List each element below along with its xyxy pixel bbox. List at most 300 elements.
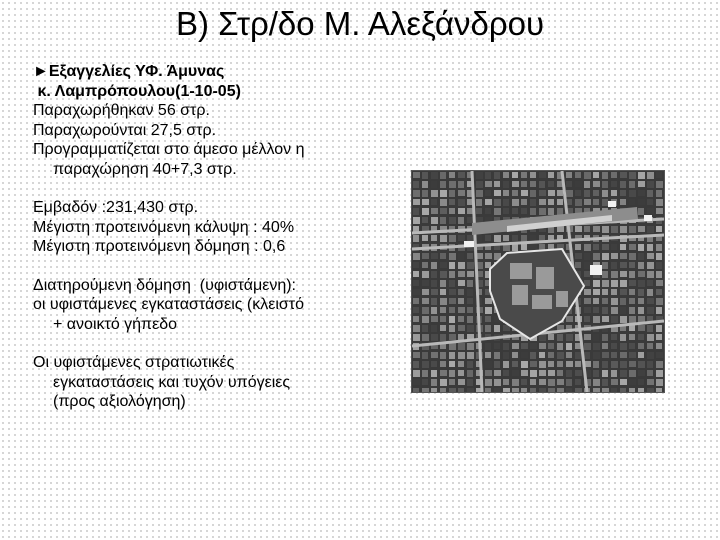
city-block [512,172,518,178]
city-block [449,289,456,295]
city-block [647,271,654,278]
city-block [638,226,645,232]
city-block [656,289,662,295]
city-block [530,199,536,206]
city-block [458,253,464,260]
city-block [449,172,455,178]
city-block [629,352,636,358]
city-block [413,190,420,197]
city-block [485,208,491,214]
city-block [422,316,429,323]
city-block [440,235,447,242]
city-block [575,181,582,187]
city-block [647,388,654,392]
city-block [467,379,473,386]
city-block [638,262,644,269]
city-block [512,343,519,349]
city-block [512,370,519,376]
city-block [656,379,663,386]
city-block [494,199,501,206]
city-block [647,262,654,269]
city-block [602,172,608,179]
announcement-line-2: κ. Λαμπρόπουλου(1-10-05) [33,82,241,100]
city-block [620,352,627,358]
city-block [548,343,554,349]
city-block [584,244,591,251]
city-block [602,298,608,304]
city-block [656,352,663,358]
city-block [647,199,653,205]
city-block [629,271,635,278]
city-block [638,370,645,376]
city-block [530,379,536,385]
city-block [503,379,509,385]
city-block [593,334,599,341]
city-block [485,388,491,392]
city-block [512,190,518,196]
city-block [503,208,509,214]
city-block [440,388,446,392]
city-block [494,172,500,179]
city-block [629,244,636,250]
city-block [530,208,536,215]
city-block [449,190,455,197]
city-block [476,172,483,179]
city-block [629,289,635,295]
city-block [440,262,447,268]
city-block [467,325,474,332]
spacer [33,179,403,198]
city-block [584,172,591,179]
city-block [602,181,608,188]
city-block [431,379,437,386]
granted-text: Παραχωρήθηκαν 56 στρ. [33,102,210,119]
city-block [629,334,635,340]
city-block [539,181,545,188]
city-block [548,388,555,392]
city-block [485,361,492,368]
city-block [557,199,563,205]
city-block [548,370,555,376]
city-block [413,280,419,286]
city-block [593,181,600,187]
city-block [602,199,608,206]
city-block [647,289,653,296]
city-block [611,352,617,358]
city-block [413,307,419,313]
city-block [575,199,582,206]
city-block [647,181,654,188]
city-block [620,370,627,377]
city-block [431,271,437,278]
city-block [440,370,447,376]
city-block [584,190,590,197]
spot [608,201,616,207]
city-block [467,235,474,242]
city-block [422,352,428,359]
city-block [611,379,618,385]
city-block [593,307,599,313]
city-block [503,235,509,241]
city-block [440,190,447,197]
city-block [476,199,482,206]
city-block [593,226,600,232]
city-block [431,370,437,377]
city-block [611,388,617,392]
city-block [494,190,501,196]
city-block [413,352,420,358]
city-block [431,217,438,224]
city-block [494,352,500,359]
city-block [656,361,663,368]
city-block [431,253,438,259]
city-block [512,379,519,386]
city-block [656,244,662,251]
city-block [656,280,663,286]
city-block [575,262,581,268]
city-block [602,190,608,197]
city-block [593,172,599,178]
city-block [413,388,419,392]
city-block [422,181,428,188]
city-block [638,352,644,358]
city-block [557,388,564,392]
city-block [584,253,590,260]
city-block [593,244,599,250]
city-block [440,199,447,206]
city-block [539,172,546,178]
city-block [422,298,429,304]
city-block [647,370,653,376]
city-block [494,388,500,392]
city-block [413,334,420,341]
city-block [557,352,564,359]
building [510,263,532,279]
city-block [557,208,563,215]
city-block [548,334,554,340]
building [556,291,568,307]
city-block [620,199,626,205]
city-block [566,379,572,386]
city-block [557,190,563,196]
city-block [503,181,509,188]
city-block [557,370,563,376]
city-block [539,388,546,392]
city-block [566,370,572,377]
city-block [467,370,473,377]
city-block [467,388,474,392]
city-block [557,334,563,341]
city-block [584,298,591,304]
city-block [539,190,546,196]
city-block [458,388,464,392]
city-block [611,316,618,323]
city-block [530,370,537,377]
city-block [602,226,609,233]
city-block [494,208,501,215]
city-block [647,307,654,314]
city-block [413,172,420,178]
city-block [638,280,645,287]
city-block [602,253,609,260]
city-block [458,172,465,178]
city-block [440,271,447,278]
city-block [584,316,590,322]
coverage-text: Μέγιστη προτεινόμενη κάλυψη : 40% [33,218,295,236]
city-block [422,334,429,341]
city-block [458,325,465,331]
city-block [602,334,608,341]
city-block [467,253,473,259]
city-block [413,325,420,332]
city-block [413,181,419,188]
city-block [458,280,465,286]
city-block [431,316,438,322]
city-block [485,235,491,241]
city-block [611,307,618,314]
city-block [575,190,581,196]
city-block [584,226,590,232]
city-block [566,361,573,367]
city-block [449,316,455,323]
city-block [611,361,618,368]
city-block [413,298,419,304]
city-block [620,343,627,350]
city-block [413,361,419,368]
city-block [431,235,437,241]
city-block [413,235,419,242]
city-block [638,199,645,205]
city-block [530,190,536,197]
city-block [521,379,527,385]
city-block [539,334,546,341]
city-block [638,208,644,215]
city-block [431,208,438,214]
city-block [413,208,419,215]
building-text: Μέγιστη προτεινόμενη δόμηση : 0,6 [33,238,286,255]
city-block [485,253,492,259]
city-block [656,325,662,332]
city-block [584,352,590,359]
city-block [557,361,563,367]
city-block [602,352,609,358]
aerial-photo [411,170,665,393]
city-block [413,226,419,232]
city-block [440,253,446,259]
city-block [458,343,465,350]
city-block [638,307,644,314]
city-block [440,172,446,179]
preserved-text-line-2: οι υφιστάμενες εγκαταστάσεις (κλειστό [33,296,305,313]
city-block [548,379,555,386]
city-block [467,352,474,359]
city-block [449,271,455,278]
city-block [647,244,653,251]
city-block [494,181,500,187]
city-block [566,334,573,341]
city-block [512,235,518,241]
city-block [548,199,554,205]
city-block [485,190,491,196]
city-block [494,325,500,332]
city-block [494,361,500,368]
city-block [530,172,536,178]
city-block [638,253,644,260]
city-block [620,388,626,392]
city-block [440,280,446,287]
city-block [530,244,537,250]
planned-text-line-2: παραχώρηση 40+7,3 στρ. [53,160,237,178]
city-block [413,262,419,268]
city-block [512,244,518,251]
city-block [620,361,627,368]
city-block [440,289,446,295]
city-block [611,226,618,233]
city-block [422,253,429,259]
city-block [575,244,581,250]
city-block [440,181,446,188]
city-block [647,190,653,197]
city-block [458,316,464,322]
city-block [647,361,653,368]
city-block [566,343,572,350]
city-block [521,172,527,178]
city-block [449,199,455,205]
city-block [485,343,491,350]
city-block [611,343,617,349]
city-block [458,217,464,224]
city-block [548,190,555,196]
announcement-heading [33,62,403,82]
city-block [557,343,563,350]
city-block [584,271,590,277]
city-block [566,172,572,178]
city-block [431,334,438,341]
slide-body [33,62,403,412]
city-block [521,370,528,376]
city-block [638,388,644,392]
city-block [422,280,429,286]
city-block [656,307,662,314]
city-block [620,244,626,250]
city-block [584,334,591,340]
city-block [629,379,636,385]
city-block [485,307,492,314]
city-block [494,343,500,349]
city-block [512,352,518,358]
city-block [467,307,473,313]
city-block [431,388,437,392]
city-block [449,343,456,350]
city-block [620,334,626,341]
city-block [656,190,662,197]
city-block [620,253,627,259]
city-block [638,343,644,349]
city-block [458,370,464,376]
city-block [629,307,635,314]
city-block [485,298,492,304]
city-block [620,379,627,385]
city-block [449,262,455,269]
city-block [422,325,428,332]
city-block [458,199,465,206]
city-block [512,361,518,367]
city-block [521,208,527,214]
city-block [521,199,527,205]
city-block [620,271,627,277]
city-block [413,199,420,205]
city-block [620,262,627,268]
city-block [431,262,437,269]
city-block [629,316,636,323]
city-block [629,370,636,377]
city-block [656,253,662,260]
city-block [539,208,546,215]
city-block [530,388,536,392]
city-block [413,253,420,260]
city-block [656,370,663,377]
city-block [656,298,663,305]
military-text-line-2: εγκαταστάσεις και τυχόν υπόγειες [53,373,291,391]
city-block [656,271,662,278]
city-block [548,181,554,187]
city-block [449,352,455,359]
city-block [638,190,645,196]
military-text-line-3: (προς αξιολόγηση) [53,393,186,410]
city-block [467,289,473,296]
city-block [647,298,654,304]
city-block [656,208,663,214]
city-block [593,343,600,350]
city-block [458,235,465,241]
city-block [485,370,492,376]
city-block [638,172,645,179]
city-block [422,307,429,314]
announcement-line-1: Εξαγγελίες ΥΦ. Άμυνας [48,63,225,80]
city-block [467,298,473,304]
city-block [440,316,446,322]
city-block [458,307,465,313]
city-block [566,181,572,187]
city-block [458,208,465,214]
city-block [440,208,447,214]
city-block [602,262,608,269]
city-block [593,379,600,386]
city-block [440,217,446,224]
city-block [422,262,428,268]
city-block [503,370,509,376]
city-block [539,352,545,358]
city-block [422,289,429,295]
city-block [512,181,519,187]
city-block [503,361,509,368]
building [512,285,528,305]
city-block [566,352,572,358]
city-block [629,343,635,349]
city-block [458,190,465,196]
city-block [602,343,608,349]
city-block [440,334,446,341]
city-block [467,217,473,223]
city-block [422,388,429,392]
being-granted-text: Παραχωρούνται 27,5 στρ. [33,121,217,139]
city-block [521,361,528,368]
city-block [422,199,429,205]
city-block [629,172,636,179]
city-block [449,235,456,242]
city-block [539,361,546,368]
city-block [521,352,528,358]
